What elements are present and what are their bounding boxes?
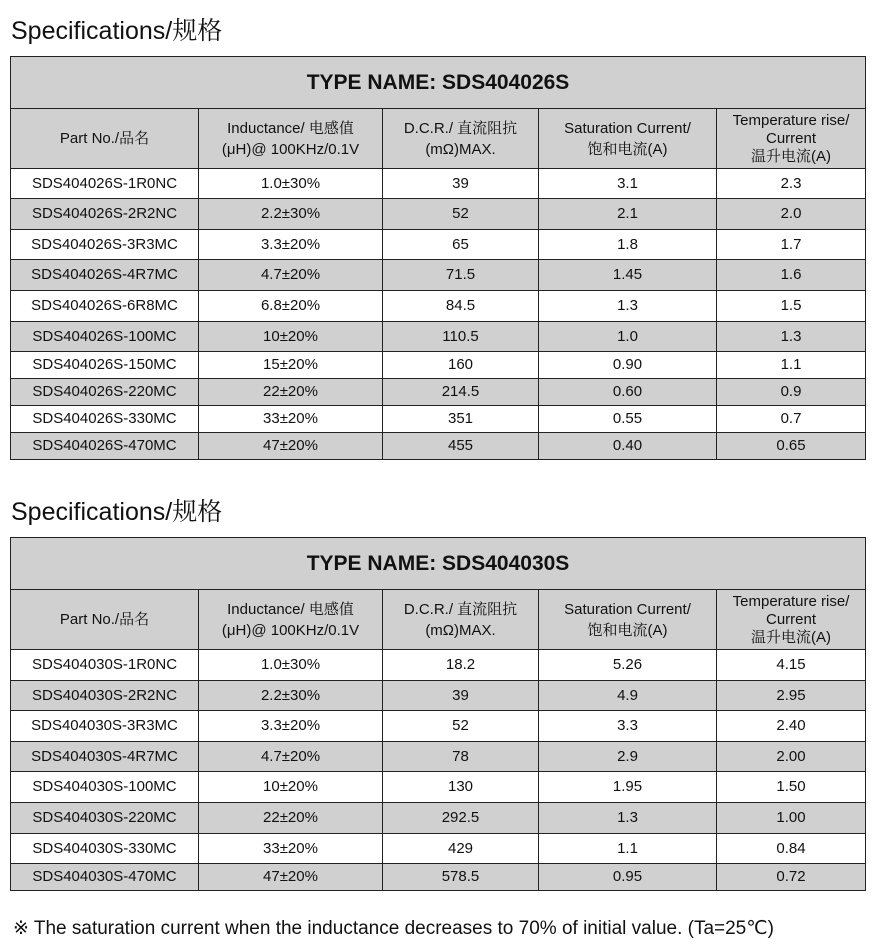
saturation-cell: 1.8 (539, 230, 717, 260)
part-no-cell: SDS404030S-100MC (11, 772, 199, 803)
col-header-dcr: D.C.R./ 直流阻抗 (mΩ)MAX. (383, 109, 539, 169)
inductance-cell: 47±20% (199, 864, 383, 891)
table-row (11, 352, 866, 379)
table-row (11, 379, 866, 406)
temp-rise-cell: 1.7 (717, 230, 866, 260)
table-row (11, 291, 866, 322)
dcr-cell: 214.5 (383, 379, 539, 406)
saturation-cell: 1.3 (539, 291, 717, 322)
inductance-cell: 15±20% (199, 352, 383, 379)
spec-table-sds404030s (10, 537, 866, 891)
col-header-part-no: Part No./品名 (11, 109, 199, 169)
saturation-cell: 3.1 (539, 169, 717, 199)
saturation-cell: 1.95 (539, 772, 717, 803)
part-no-cell: SDS404030S-3R3MC (11, 711, 199, 742)
dcr-cell: 429 (383, 834, 539, 864)
temp-rise-cell: 0.72 (717, 864, 866, 891)
inductance-cell: 2.2±30% (199, 681, 383, 711)
inductance-cell: 1.0±30% (199, 650, 383, 681)
inductance-cell: 33±20% (199, 834, 383, 864)
part-no-cell: SDS404026S-330MC (11, 406, 199, 433)
col-header-inductance: Inductance/ 电感值 (μH)@ 100KHz/0.1V (199, 590, 383, 650)
dcr-cell: 455 (383, 433, 539, 460)
part-no-cell: SDS404026S-470MC (11, 433, 199, 460)
col-header-temperature-rise: Temperature rise/ Current 温升电流(A) (717, 109, 866, 169)
dcr-cell: 39 (383, 169, 539, 199)
dcr-cell: 84.5 (383, 291, 539, 322)
inductance-cell: 1.0±30% (199, 169, 383, 199)
table-row (11, 650, 866, 681)
dcr-cell: 39 (383, 681, 539, 711)
section-title-2: Specifications/规格 (11, 498, 223, 526)
saturation-cell: 0.40 (539, 433, 717, 460)
saturation-cell: 0.90 (539, 352, 717, 379)
section-title-1: Specifications/规格 (11, 17, 223, 45)
table-row (11, 772, 866, 803)
temp-rise-cell: 1.1 (717, 352, 866, 379)
temp-rise-cell: 0.84 (717, 834, 866, 864)
part-no-cell: SDS404030S-220MC (11, 803, 199, 834)
table-row (11, 230, 866, 260)
col-header-dcr: D.C.R./ 直流阻抗 (mΩ)MAX. (383, 590, 539, 650)
saturation-cell: 1.45 (539, 260, 717, 291)
part-no-cell: SDS404026S-4R7MC (11, 260, 199, 291)
inductance-cell: 10±20% (199, 772, 383, 803)
part-no-cell: SDS404026S-6R8MC (11, 291, 199, 322)
part-no-cell: SDS404026S-3R3MC (11, 230, 199, 260)
saturation-cell: 3.3 (539, 711, 717, 742)
dcr-cell: 71.5 (383, 260, 539, 291)
table-row (11, 834, 866, 864)
temp-rise-cell: 2.3 (717, 169, 866, 199)
dcr-cell: 578.5 (383, 864, 539, 891)
type-name-heading: TYPE NAME: SDS404026S (11, 57, 866, 109)
col-header-temperature-rise: Temperature rise/ Current 温升电流(A) (717, 590, 866, 650)
footnote: ※ The saturation current when the inductance decreases to 70% of initial value. (Ta=25℃) (13, 918, 774, 939)
table-row (11, 199, 866, 230)
table-body (11, 169, 866, 460)
inductance-cell: 3.3±20% (199, 230, 383, 260)
dcr-cell: 130 (383, 772, 539, 803)
dcr-cell: 78 (383, 742, 539, 772)
inductance-cell: 2.2±30% (199, 199, 383, 230)
part-no-cell: SDS404026S-220MC (11, 379, 199, 406)
temp-rise-cell: 1.3 (717, 322, 866, 352)
inductance-cell: 33±20% (199, 406, 383, 433)
temp-rise-cell: 0.7 (717, 406, 866, 433)
saturation-cell: 0.95 (539, 864, 717, 891)
inductance-cell: 3.3±20% (199, 711, 383, 742)
inductance-cell: 6.8±20% (199, 291, 383, 322)
temp-rise-cell: 1.6 (717, 260, 866, 291)
saturation-cell: 1.3 (539, 803, 717, 834)
saturation-cell: 4.9 (539, 681, 717, 711)
table-row (11, 681, 866, 711)
temp-rise-cell: 4.15 (717, 650, 866, 681)
type-name-heading: TYPE NAME: SDS404030S (11, 538, 866, 590)
saturation-cell: 2.1 (539, 199, 717, 230)
col-header-saturation-current: Saturation Current/ 饱和电流(A) (539, 590, 717, 650)
inductance-cell: 4.7±20% (199, 260, 383, 291)
col-header-part-no: Part No./品名 (11, 590, 199, 650)
table-row (11, 406, 866, 433)
temp-rise-cell: 1.5 (717, 291, 866, 322)
temp-rise-cell: 1.00 (717, 803, 866, 834)
temp-rise-cell: 2.40 (717, 711, 866, 742)
dcr-cell: 18.2 (383, 650, 539, 681)
dcr-cell: 65 (383, 230, 539, 260)
col-header-inductance: Inductance/ 电感值 (μH)@ 100KHz/0.1V (199, 109, 383, 169)
table-row (11, 433, 866, 460)
table-row (11, 742, 866, 772)
temp-rise-cell: 2.0 (717, 199, 866, 230)
part-no-cell: SDS404026S-2R2NC (11, 199, 199, 230)
part-no-cell: SDS404030S-4R7MC (11, 742, 199, 772)
saturation-cell: 0.60 (539, 379, 717, 406)
inductance-cell: 22±20% (199, 803, 383, 834)
inductance-cell: 22±20% (199, 379, 383, 406)
part-no-cell: SDS404030S-2R2NC (11, 681, 199, 711)
part-no-cell: SDS404030S-470MC (11, 864, 199, 891)
dcr-cell: 160 (383, 352, 539, 379)
saturation-cell: 5.26 (539, 650, 717, 681)
dcr-cell: 351 (383, 406, 539, 433)
saturation-cell: 1.0 (539, 322, 717, 352)
dcr-cell: 52 (383, 199, 539, 230)
part-no-cell: SDS404030S-330MC (11, 834, 199, 864)
dcr-cell: 292.5 (383, 803, 539, 834)
table-row (11, 803, 866, 834)
column-header-row (11, 109, 866, 169)
part-no-cell: SDS404026S-150MC (11, 352, 199, 379)
table-row (11, 864, 866, 891)
temp-rise-cell: 1.50 (717, 772, 866, 803)
table-row (11, 711, 866, 742)
part-no-cell: SDS404026S-1R0NC (11, 169, 199, 199)
temp-rise-cell: 2.00 (717, 742, 866, 772)
dcr-cell: 110.5 (383, 322, 539, 352)
part-no-cell: SDS404030S-1R0NC (11, 650, 199, 681)
saturation-cell: 1.1 (539, 834, 717, 864)
dcr-cell: 52 (383, 711, 539, 742)
part-no-cell: SDS404026S-100MC (11, 322, 199, 352)
temp-rise-cell: 0.9 (717, 379, 866, 406)
table-row (11, 322, 866, 352)
temp-rise-cell: 2.95 (717, 681, 866, 711)
table-body (11, 650, 866, 891)
temp-rise-cell: 0.65 (717, 433, 866, 460)
col-header-saturation-current: Saturation Current/ 饱和电流(A) (539, 109, 717, 169)
inductance-cell: 4.7±20% (199, 742, 383, 772)
table-row (11, 169, 866, 199)
inductance-cell: 10±20% (199, 322, 383, 352)
saturation-cell: 2.9 (539, 742, 717, 772)
saturation-cell: 0.55 (539, 406, 717, 433)
table-row (11, 260, 866, 291)
inductance-cell: 47±20% (199, 433, 383, 460)
column-header-row (11, 590, 866, 650)
spec-table-sds404026s (10, 56, 866, 460)
